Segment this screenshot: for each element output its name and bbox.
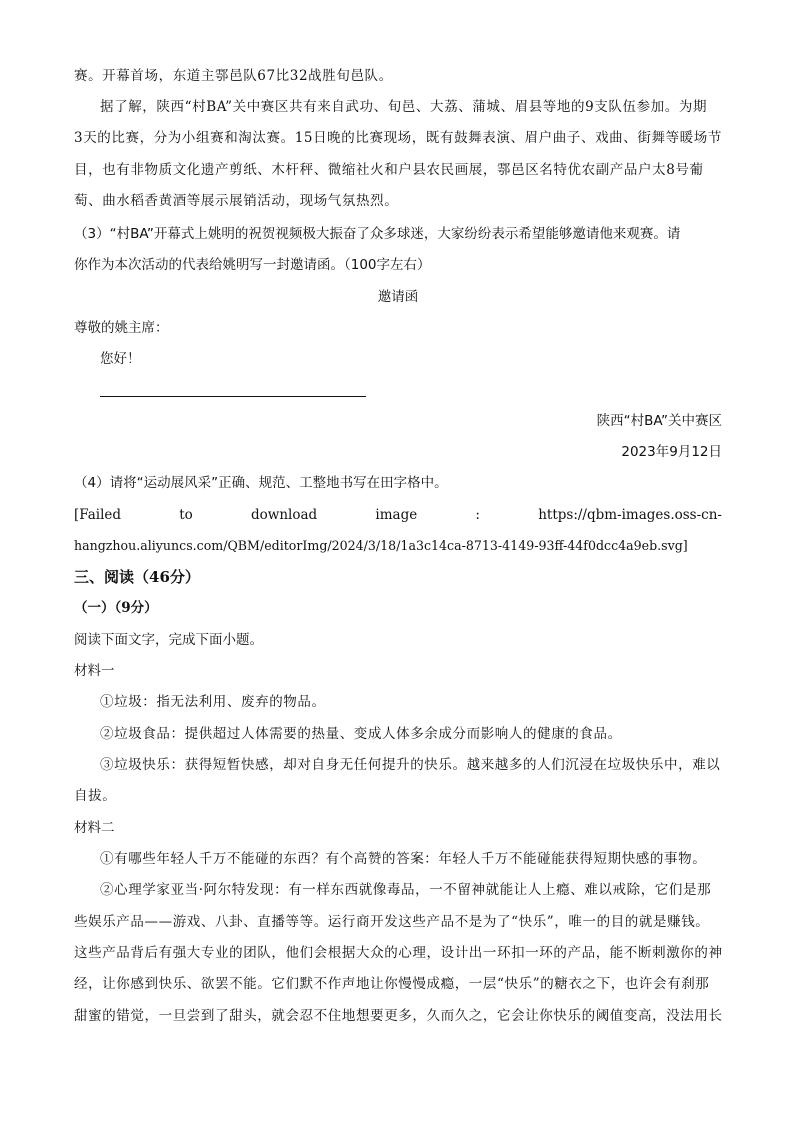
paragraph-line: ③垃圾快乐：获得短暂快感，却对自身无任何提升的快乐。越来越多的人们沉浸在垃圾快乐中，难以 — [100, 757, 721, 773]
writing-blank-line — [100, 396, 366, 397]
letter-date: 2023年9月12日 — [621, 444, 722, 460]
paragraph-line: 萄、曲水稻香黄酒等展示展销活动，现场气氛热烈。 — [74, 193, 399, 209]
instruction-line: 阅读下面文字，完成下面小题。 — [74, 632, 263, 648]
paragraph-line: ①垃圾：指无法利用、废弃的物品。 — [100, 694, 326, 710]
paragraph-line: ②垃圾食品：提供超过人体需要的热量、变成人体多余成分而影响人的健康的食品。 — [100, 726, 622, 742]
paragraph-line: 甜蜜的错觉，一旦尝到了甜头，就会忍不住地想要更多，久而久之，它会让你快乐的阈值变高，没法用长 — [74, 1008, 723, 1024]
paragraph-line: 些娱乐产品——游戏、八卦、直播等等。运行商开发这些产品不是为了“快乐”，唯一的目的就是赚钱。 — [74, 914, 710, 930]
letter-signature: 陕西“村BA”关中赛区 — [596, 413, 722, 429]
paragraph-line: ②心理学家亚当·阿尔特发现：有一样东西就像毒品，一不留神就能让人上瘾、难以戒除，它们是那 — [100, 882, 712, 898]
paragraph-line: 自拔。 — [74, 788, 117, 804]
section-heading: 三、阅读（46分） — [74, 568, 200, 586]
letter-greeting: 您好！ — [100, 351, 141, 367]
subsection-heading: （一）（9分） — [74, 600, 158, 616]
paragraph-line: 赛。开幕首场，东道主鄠邑队67比32战胜旬邑队。 — [74, 68, 393, 84]
material-heading: 材料二 — [74, 820, 115, 836]
letter-salutation: 尊敬的姚主席： — [74, 320, 169, 336]
paragraph-line: 这些产品背后有强大专业的团队，他们会根据大众的心理，设计出一环扣一环的产品，能不断刺激你的神 — [74, 945, 723, 961]
image-error-line: [Failed to download image : https://qbm-images.oss-cn- — [74, 507, 722, 523]
image-error-url: hangzhou.aliyuncs.com/QBM/editorImg/2024/3/18/1a3c14ca-8713-4149-93ff-44f0dcc4a9eb.svg] — [74, 538, 688, 553]
paragraph-line: 目，也有非物质文化遗产剪纸、木杆秤、微缩社火和户县农民画展，鄠邑区名特优农副产品户太8号葡 — [74, 162, 704, 178]
paragraph-line: 3天的比赛，分为小组赛和淘汰赛。15日晚的比赛现场，既有鼓舞表演、眉户曲子、戏曲、街舞等暖场节 — [74, 130, 722, 146]
paragraph-line: 经，让你感到快乐、欲罢不能。它们默不作声地让你慢慢成瘾，一层“快乐”的糖衣之下，也许会有刹那 — [74, 976, 710, 992]
material-heading: 材料一 — [74, 663, 115, 679]
paragraph-line: 据了解，陕西“村BA”关中赛区共有来自武功、旬邑、大荔、蒲城、眉县等地的9支队伍参加。为期 — [100, 99, 708, 115]
letter-title: 邀请函 — [377, 289, 419, 305]
paragraph-line: ①有哪些年轻人千万不能碰的东西？有个高赞的答案：年轻人千万不能碰能获得短期快感的事物。 — [100, 851, 707, 867]
question-4-line: （4）请将“运动展风采”正确、规范、工整地书写在田字格中。 — [74, 475, 448, 491]
question-3-line: （3）“村BA”开幕式上姚明的祝贺视频极大振奋了众多球迷，大家纷纷表示希望能够邀请他来观赛。请 — [74, 226, 681, 242]
question-3-line: 你作为本次活动的代表给姚明写一封邀请函。（100字左右） — [74, 257, 431, 273]
